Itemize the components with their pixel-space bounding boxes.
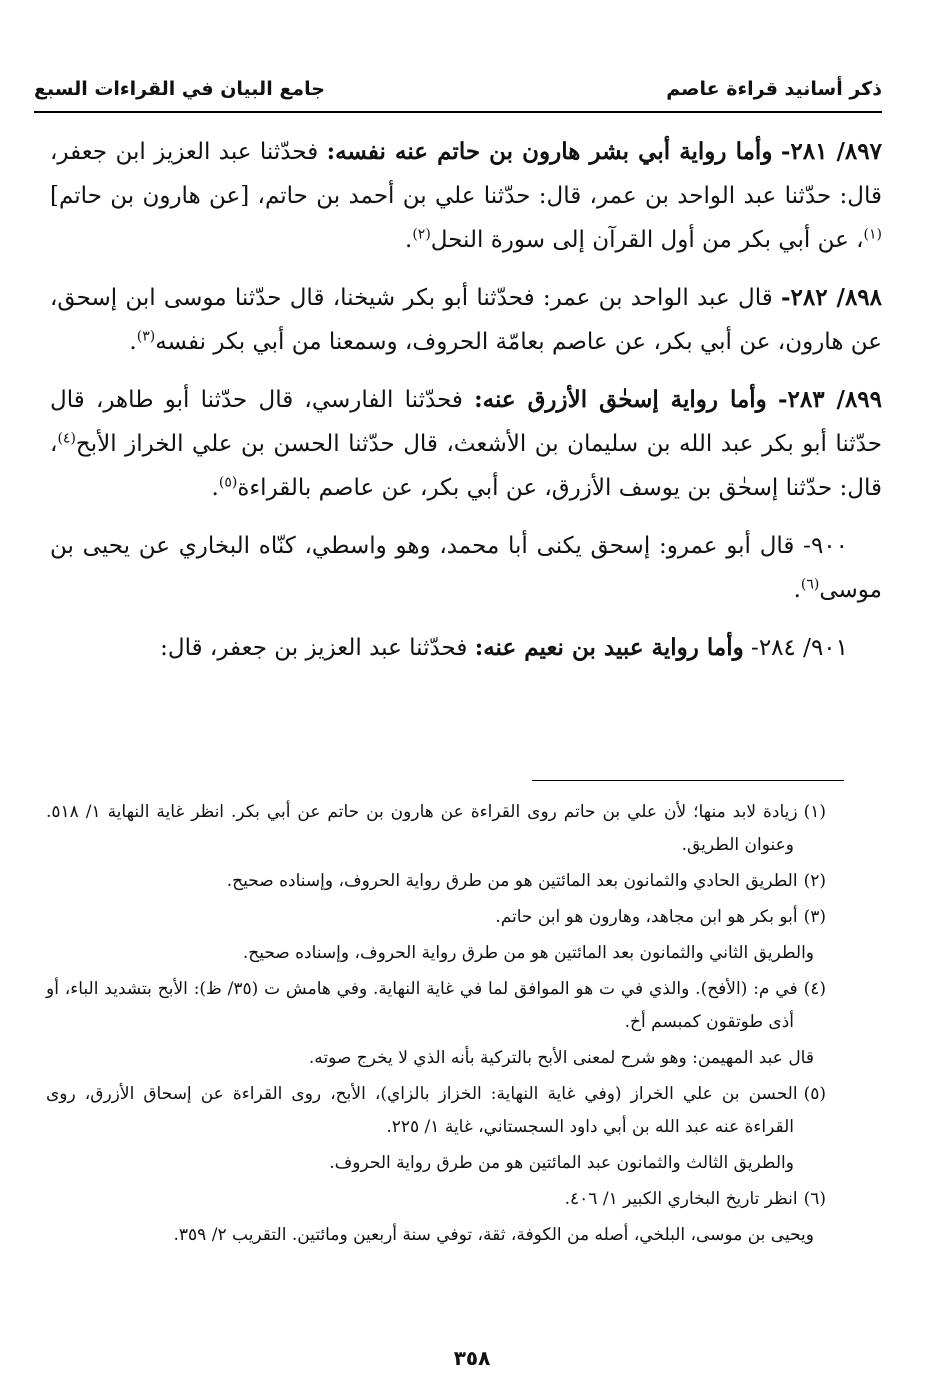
paragraph-number: ٨٩٨/ ٢٨٢- [780, 284, 882, 311]
footnote-text: ويحيى بن موسى، البلخي، أصله من الكوفة، ثقة، توفي سنة أربعين ومائتين. التقريب ٢/ ٣٥٩. [173, 1225, 814, 1245]
paragraph-number: ٩٠٠- [803, 533, 848, 559]
footnote-reference[interactable]: (٣) [136, 328, 156, 345]
paragraph-text: ، عن أبي بكر من أول القرآن إلى سورة النحل [430, 227, 864, 253]
footnote-6 [46, 1183, 826, 1216]
footnote-4 [46, 973, 826, 1039]
main-text [50, 130, 882, 684]
header-book-title: جامع البيان في القراءات السبع [34, 78, 325, 100]
paragraph-text: ، قال: حدّثنا إسحٰق بن يوسف الأزرق، عن أبي بكر، عن عاصم بالقراءة [50, 431, 882, 501]
running-header [34, 76, 882, 110]
footnote-mark: (٣) [803, 907, 826, 927]
paragraph-897 [50, 130, 882, 262]
page-number: ٣٥٨ [453, 1346, 491, 1370]
footnote-2 [46, 865, 826, 898]
footnote-text: انظر تاريخ البخاري الكبير ١/ ٤٠٦. [564, 1189, 798, 1209]
paragraph-900 [50, 524, 882, 612]
footnote-3-continued [46, 937, 826, 970]
footnote-mark: (٦) [803, 1189, 826, 1209]
footnote-text: الحسن بن علي الخراز (وفي غاية النهاية: الخزاز بالزاي)، الأبح، روى القراءة عن إسحاق الأزرق، روى القراءة عنه عبد الله بن أبي داود السجستاني، غاية ١/ ٢٢٥. [46, 1084, 798, 1137]
paragraph-899 [50, 378, 882, 510]
paragraph-heading: وأما رواية عبيد بن نعيم عنه: [474, 634, 744, 661]
footnote-text: في م: (الأفح). والذي في ت هو الموافق لما في غاية النهاية. وفي هامش ت (٣٥/ ظ): الأبح بتشديد الباء، أو أذى طوتقون كمبسم أخ. [46, 979, 798, 1032]
paragraph-901 [50, 626, 882, 670]
footnote-5 [46, 1078, 826, 1144]
paragraph-898 [50, 276, 882, 364]
paragraph-heading: وأما رواية إسحٰق الأزرق عنه: [474, 386, 767, 413]
footnote-reference[interactable]: (٥) [218, 474, 238, 491]
paragraph-text: . [405, 227, 413, 253]
header-chapter-title: ذكر أسانيد قراءة عاصم [666, 78, 882, 100]
footnote-5-continued [46, 1147, 826, 1180]
header-divider [34, 111, 882, 113]
footnote-text: أبو بكر هو ابن مجاهد، وهارون هو ابن حاتم. [495, 907, 798, 927]
paragraph-number: ٨٩٩/ ٢٨٣- [778, 386, 882, 413]
paragraph-number: ٨٩٧/ ٢٨١- [780, 138, 882, 165]
footnote-text: والطريق الثاني والثمانون بعد المائتين هو من طرق رواية الحروف، وإسناده صحيح. [242, 943, 814, 963]
footnote-reference[interactable]: (٤) [57, 430, 76, 447]
paragraph-text: فحدّثنا عبد العزيز ابن جعفر، قال: حدّثنا عبد الواحد بن عمر، قال: حدّثنا علي بن أحمد بن حاتم، [عن هارون بن حاتم] [50, 139, 882, 209]
paragraph-text: فحدّثنا الفارسي، قال حدّثنا أبو طاهر، قال حدّثنا أبو بكر عبد الله بن سليمان بن الأشعث، قال حدّثنا الحسن بن علي الخراز الأبح [50, 387, 882, 457]
footnote-mark: (٥) [803, 1084, 826, 1104]
footnote-mark: (٤) [803, 979, 826, 999]
footnote-text: زيادة لابد منها؛ لأن علي بن حاتم روى القراءة عن هارون بن حاتم عن أبي بكر. انظر غاية النهاية ١/ ٥١٨. وعنوان الطريق. [46, 802, 798, 855]
footnote-text: والطريق الثالث والثمانون عبد المائتين هو من طرق رواية الحروف. [329, 1153, 794, 1173]
paragraph-text: فحدّثنا عبد العزيز بن جعفر، قال: [160, 635, 468, 661]
footnote-mark: (٢) [803, 871, 826, 891]
footnote-reference[interactable]: (٦) [800, 576, 820, 593]
footnote-text: قال عبد المهيمن: وهو شرح لمعنى الأبح بالتركية بأنه الذي لا يخرج صوته. [308, 1048, 814, 1068]
footnote-divider [532, 780, 844, 781]
footnote-6-continued [46, 1219, 826, 1252]
footnotes [46, 796, 826, 1255]
paragraph-text: . [129, 329, 137, 355]
footnote-1 [46, 796, 826, 862]
paragraph-text: قال عبد الواحد بن عمر: فحدّثنا أبو بكر شيخنا، قال حدّثنا موسى ابن إسحق، عن هارون، عن أبي بكر، عن عاصم بعامّة الحروف، وسمعنا من أبي بكر نفسه [50, 285, 882, 355]
paragraph-number: ٩٠١/ ٢٨٤- [751, 635, 848, 661]
paragraph-text: قال أبو عمرو: إسحق يكنى أبا محمد، وهو واسطي، كنّاه البخاري عن يحيى بن موسى [50, 533, 882, 603]
paragraph-text: . [211, 475, 219, 501]
footnote-mark: (١) [803, 802, 826, 822]
footnote-text: الطريق الحادي والثمانون بعد المائتين هو من طرق رواية الحروف، وإسناده صحيح. [226, 871, 798, 891]
footnote-3 [46, 901, 826, 934]
footnote-reference[interactable]: (٢) [412, 226, 431, 243]
footnote-4-continued [46, 1042, 826, 1075]
paragraph-heading: وأما رواية أبي بشر هارون بن حاتم عنه نفسه: [326, 138, 773, 165]
footnote-reference[interactable]: (١) [863, 226, 882, 243]
paragraph-text: . [793, 577, 801, 603]
